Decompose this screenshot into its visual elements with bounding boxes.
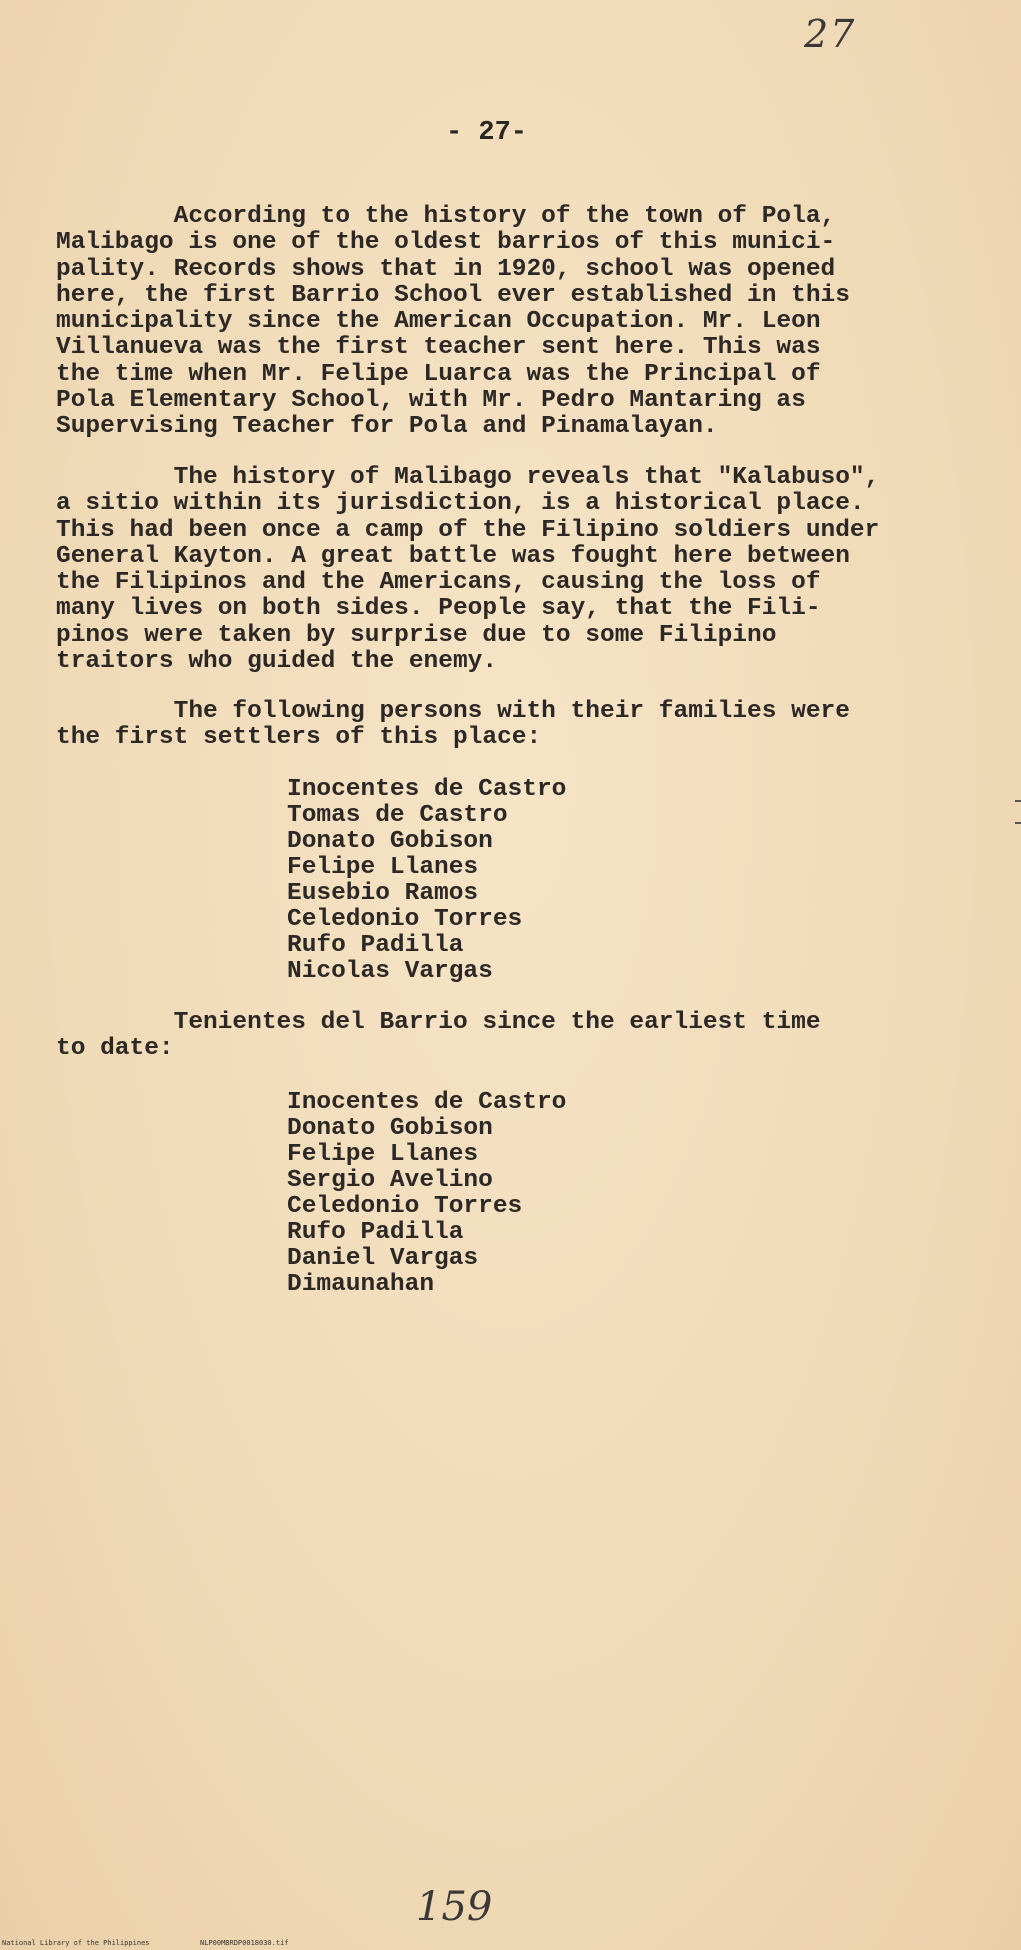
paragraph-kalabuso: The history of Malibago reveals that "Kalabuso", a sitio within its jurisdiction, is a historical place. This had been once a camp of the Filipino soldiers under General Kayton. A great battle was fought here between the Filipinos and the Americans, causing the loss of many lives on both sides. People say, that the Fili- pinos were taken by surprise due to some Filipino traitors who guided the enemy. [56, 464, 880, 676]
list-item: Daniel Vargas [287, 1245, 479, 1272]
list-item: Inocentes de Castro [287, 776, 567, 803]
paragraph-history: According to the history of the town of Pola, Malibago is one of the oldest barrios of this munici- pality. Records shows that in 1920, school was opened here, the first Barrio School ever established in this municipality since the American Occupation. Mr. Leon Villanueva was the first teacher sent here. This was the time when Mr. Felipe Luarca was the Principal of Pola Elementary School, with Mr. Pedro Mantaring as Supervising Teacher for Pola and Pinamalayan. [56, 203, 850, 441]
list-item: Donato Gobison [287, 828, 493, 855]
list-item: Eusebio Ramos [287, 880, 479, 907]
list-item: Rufo Padilla [287, 1219, 464, 1246]
list-item: Felipe Llanes [287, 854, 479, 881]
first-settlers-list [287, 777, 566, 985]
list-item: Tomas de Castro [287, 802, 508, 829]
list-item: Dimaunahan [287, 1271, 435, 1298]
list-item: Donato Gobison [287, 1115, 493, 1142]
list-item: Celedonio Torres [287, 1193, 523, 1220]
list-item: Felipe Llanes [287, 1141, 479, 1168]
handwritten-page-number: 27 [804, 12, 857, 56]
list-item: Celedonio Torres [287, 906, 523, 933]
paragraph-settlers-intro: The following persons with their families were the first settlers of this place: [56, 698, 850, 752]
paragraph-tenientes-intro: Tenientes del Barrio since the earliest time to date: [56, 1009, 821, 1063]
page-number: - 27- [446, 118, 528, 148]
tenientes-list [287, 1090, 566, 1298]
list-item: Inocentes de Castro [287, 1089, 567, 1116]
list-item: Nicolas Vargas [287, 958, 493, 985]
margin-mark [1015, 822, 1021, 824]
footer-filename: NLP00MBRDP0018030.tif [200, 1939, 289, 1947]
margin-mark [1015, 800, 1021, 802]
list-item: Sergio Avelino [287, 1167, 493, 1194]
handwritten-folio-number: 159 [416, 1884, 493, 1930]
list-item: Rufo Padilla [287, 932, 464, 959]
footer-library-credit: National Library of the Philippines [2, 1939, 150, 1947]
